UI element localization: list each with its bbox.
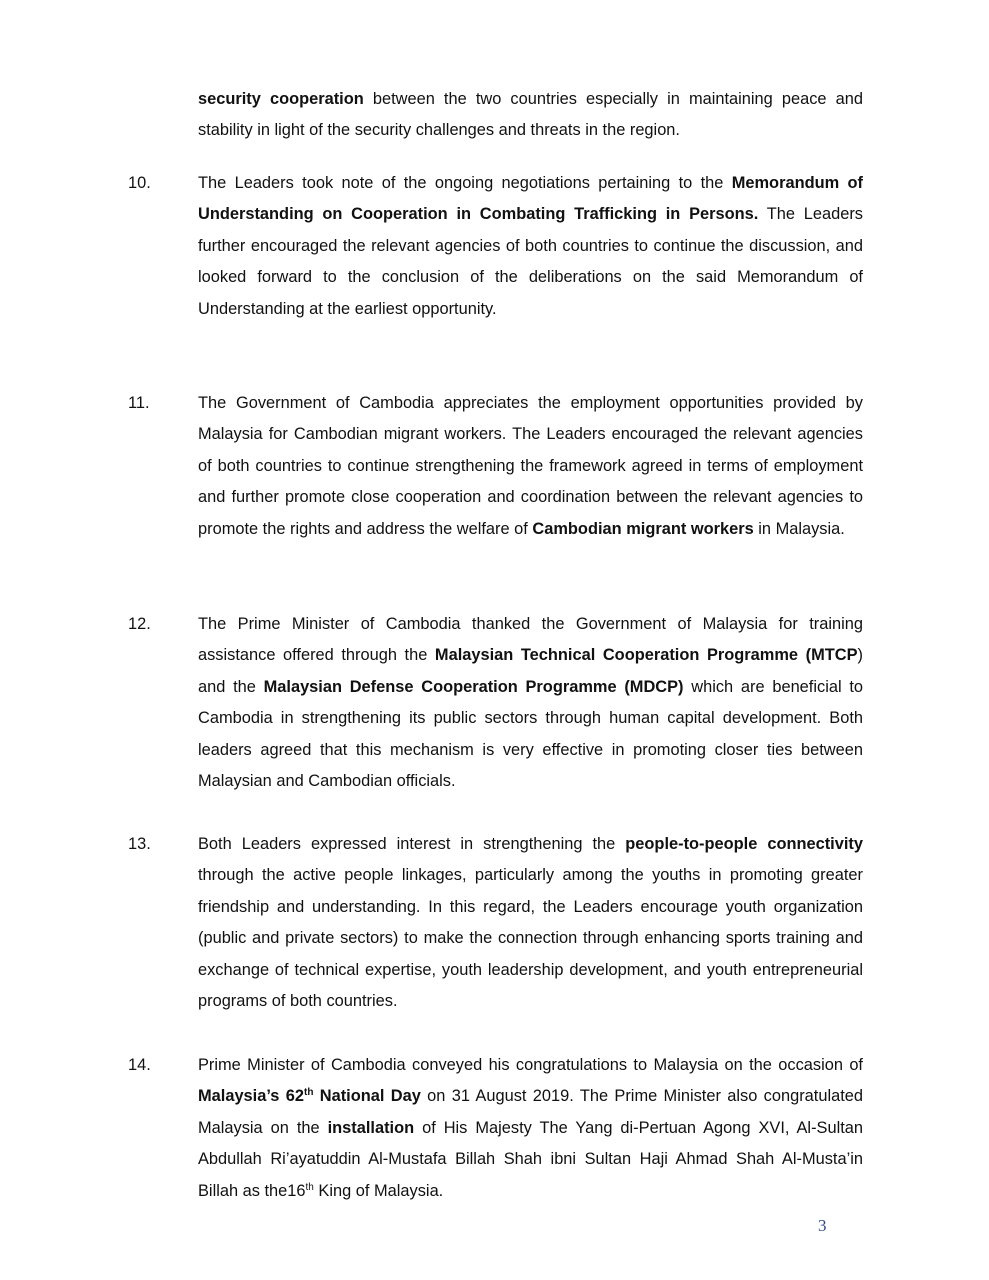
- bold-text: Malaysian Defense Cooperation Programme (MDCP): [263, 677, 684, 696]
- paragraph-continued: [198, 84, 863, 147]
- paragraph-text: in Malaysia.: [753, 519, 845, 538]
- paragraph-text: The Leaders further encouraged the relevant agencies of both countries to continue the discussion, and looked forward to the conclusion of the deliberations on the said Memorandum of Understanding at the earliest opportunity.: [198, 205, 863, 318]
- paragraph-11: [198, 388, 863, 545]
- bold-text-part: Malaysia’s 62: [198, 1087, 304, 1106]
- paragraph-number: 10.: [128, 174, 151, 192]
- paragraph-text: The Prime Minister of Cambodia thanked the Government of Malaysia for training assistance offered through the: [198, 615, 863, 665]
- paragraph-number: 14.: [128, 1056, 151, 1074]
- bold-text: [198, 1087, 421, 1105]
- paragraph-10: [198, 168, 863, 325]
- paragraph-text: The Leaders took note of the ongoing negotiations pertaining to the: [198, 174, 732, 192]
- paragraph-number: 11.: [128, 394, 150, 412]
- paragraph-14: [198, 1050, 863, 1207]
- paragraph-12: [198, 609, 863, 797]
- paragraph-text: King of Malaysia.: [313, 1181, 444, 1200]
- bold-text: security cooperation: [198, 90, 364, 108]
- bold-text: Cambodian migrant workers: [532, 519, 754, 538]
- bold-text: Malaysian Technical Cooperation Programme (MTCP: [434, 646, 858, 665]
- paragraph-text: Prime Minister of Cambodia conveyed his congratulations to Malaysia on the occasion of: [198, 1056, 863, 1074]
- paragraph-number: 12.: [128, 615, 151, 633]
- paragraph-number: 13.: [128, 835, 151, 853]
- paragraph-text: which are beneficial to Cambodia in strengthening its public sectors through human capital development. Both leaders agreed that this mechanism is very effective in promoting closer ties between Malaysian and Cambodian officials.: [198, 677, 864, 791]
- paragraph-text: The Government of Cambodia appreciates the employment opportunities provided by Malaysia for Cambodian migrant workers. The Leaders encouraged the relevant agencies of both countries to continue strengthening the framework agreed in terms of employment and further promote close cooperation and coordination between the relevant agencies to promote the rights and address the welfare of: [198, 394, 863, 538]
- bold-text-part: National Day: [313, 1087, 421, 1106]
- bold-text: Memorandum of Understanding on Cooperation in Combating Trafficking in Persons.: [198, 174, 863, 224]
- paragraph-text: ) and the: [198, 646, 864, 696]
- ordinal-suffix: th: [303, 1087, 314, 1099]
- paragraph-13: [198, 829, 863, 1017]
- paragraph-text: through the active people linkages, particularly among the youths in promoting greater friendship and understanding. In this regard, the Leaders encourage youth organization (public and private sectors) to make the connection through enhancing sports training and exchange of technical expertise, youth leadership development, and youth entrepreneurial programs of both countries.: [198, 866, 863, 1011]
- paragraph-text: of His Majesty The Yang di-Pertuan Agong XVI, Al-Sultan Abdullah Ri’ayatuddin Al-Mustafa Billah Shah ibni Sultan Haji Ahmad Shah Al-Musta’in Billah as the16: [198, 1118, 864, 1200]
- ordinal-suffix: th: [305, 1181, 314, 1193]
- paragraph-text: between the two countries especially in maintaining peace and stability in light of the security challenges and threats in the region.: [198, 90, 863, 140]
- bold-text: people-to-people connectivity: [625, 835, 863, 853]
- bold-text: installation: [327, 1118, 415, 1137]
- page-number: 3: [818, 1216, 827, 1235]
- paragraph-text: Both Leaders expressed interest in strengthening the: [198, 835, 626, 853]
- paragraph-text: on 31 August 2019. The Prime Minister also congratulated Malaysia on the: [198, 1087, 864, 1137]
